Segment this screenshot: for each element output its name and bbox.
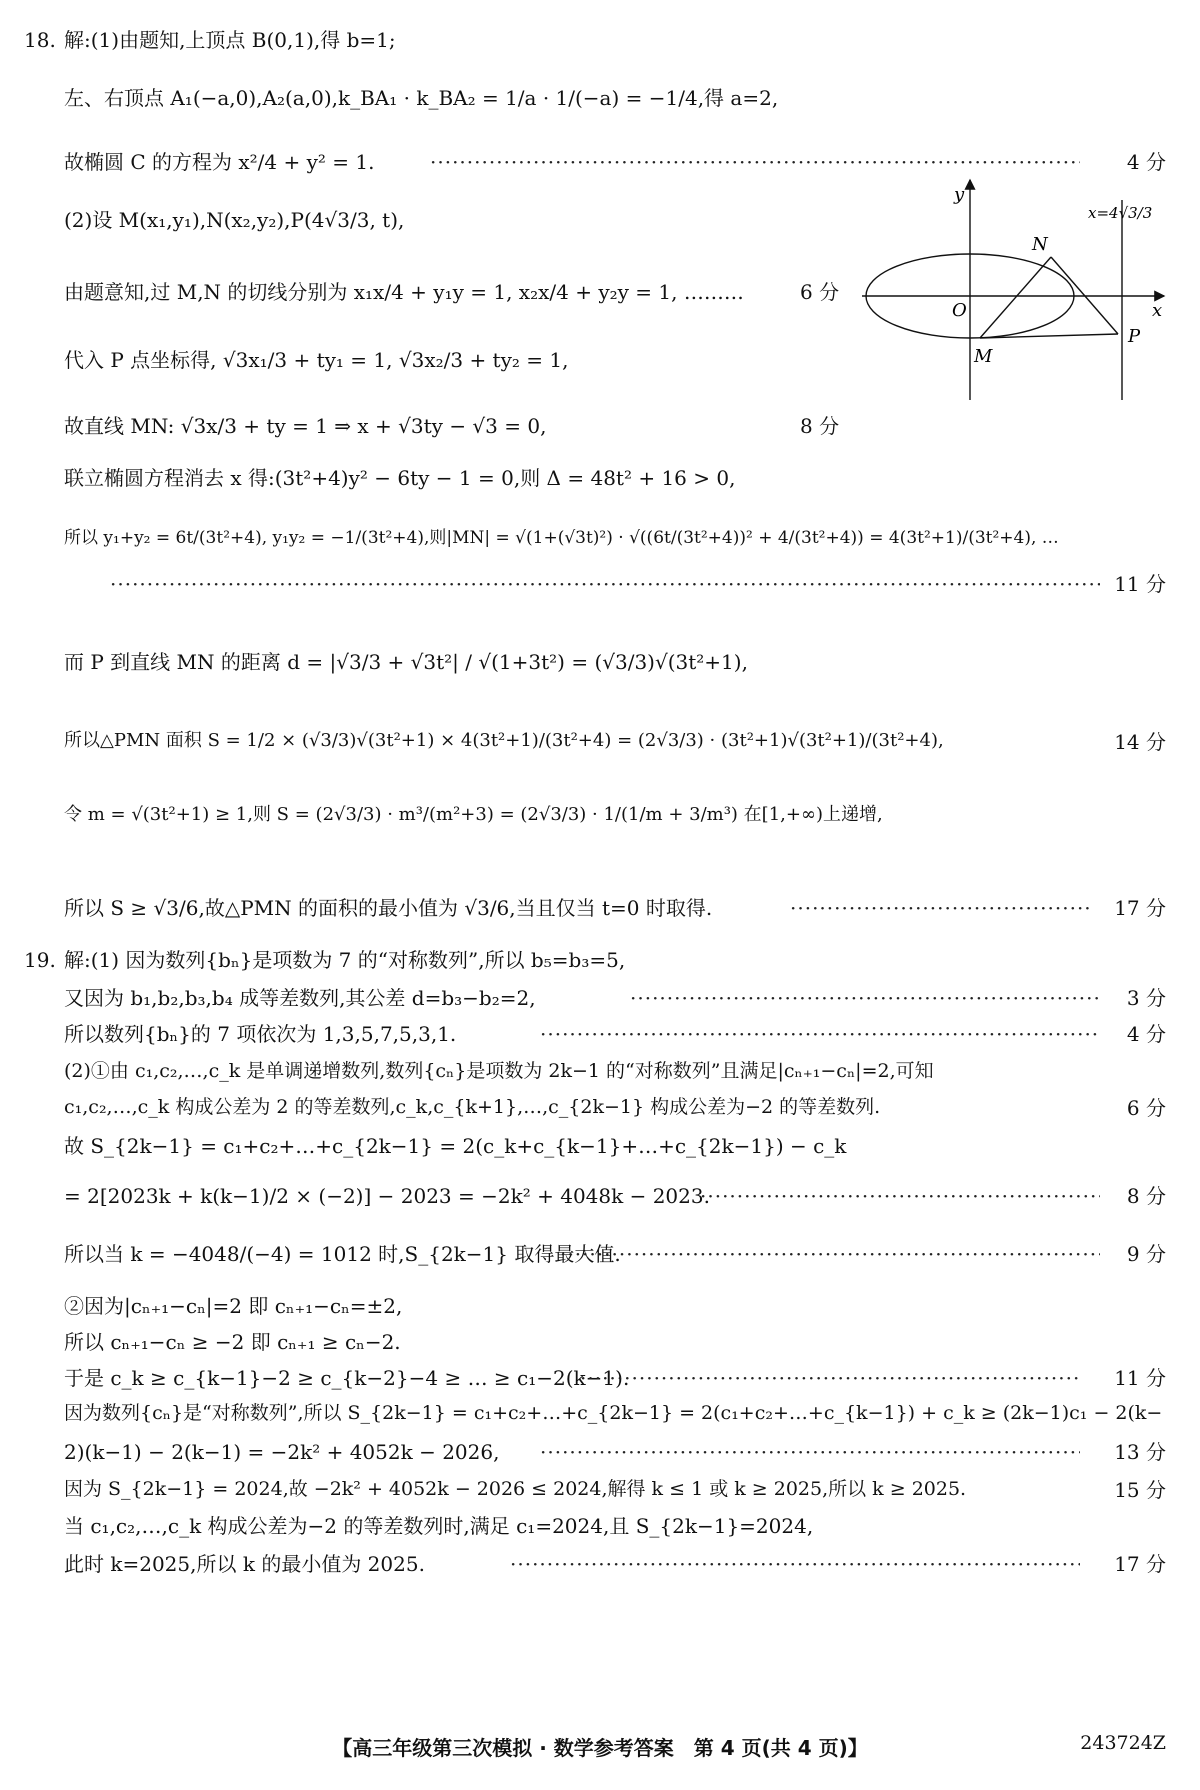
- dot-leader: [430, 150, 1080, 174]
- q18-line-11: 而 P 到直线 MN 的距离 d = |√3/3 + √3t²| / √(1+3t²) = (√3/3)√(3t²+1),: [64, 650, 748, 674]
- q18-line-8: 联立椭圆方程消去 x 得:(3t²+4)y² − 6ty − 1 = 0,则 Δ = 48t² + 16 > 0,: [64, 466, 736, 490]
- line-label: x=4√3/3: [1088, 204, 1153, 222]
- dot-leader: [700, 1184, 1100, 1208]
- q19-line-7: = 2[2023k + k(k−1)/2 × (−2)] − 2023 = −2k² + 4048k − 2023.: [64, 1184, 710, 1208]
- q19-number: 19.: [24, 948, 56, 972]
- dot-leader: [790, 896, 1090, 920]
- origin-label: O: [952, 300, 967, 321]
- q18-score-4: 4 分: [1126, 150, 1166, 174]
- q19-line-1: 解:(1) 因为数列{bₙ}是项数为 7 的“对称数列”,所以 b₅=b₃=5,: [64, 948, 626, 972]
- q19-score-4: 4 分: [1126, 1022, 1166, 1046]
- q18-line-6: 代入 P 点坐标得, √3x₁/3 + ty₁ = 1, √3x₂/3 + ty₂ = 1,: [64, 348, 569, 372]
- q18-line-2: 左、右顶点 A₁(−a,0),A₂(a,0),k_BA₁ · k_BA₂ = 1/a · 1/(−a) = −1/4,得 a=2,: [64, 86, 779, 110]
- dot-leader: [580, 1366, 1080, 1390]
- q19-score-3: 3 分: [1126, 986, 1166, 1010]
- document-code: 243724Z: [1080, 1732, 1166, 1754]
- dot-leader: [560, 1242, 1100, 1266]
- dot-leader: [510, 1552, 1080, 1576]
- point-m-label: M: [974, 346, 993, 367]
- q19-line-9: ②因为|cₙ₊₁−cₙ|=2 即 cₙ₊₁−cₙ=±2,: [64, 1294, 403, 1318]
- point-p-label: P: [1128, 326, 1141, 347]
- q19-score-11: 11 分: [1114, 1366, 1166, 1390]
- q19-line-14: 因为 S_{2k−1} = 2024,故 −2k² + 4052k − 2026 ≤ 2024,解得 k ≤ 1 或 k ≥ 2025,所以 k ≥ 2025.: [64, 1478, 967, 1500]
- q19-line-10: 所以 cₙ₊₁−cₙ ≥ −2 即 cₙ₊₁ ≥ cₙ−2.: [64, 1330, 401, 1354]
- q19-score-8: 8 分: [1126, 1184, 1166, 1208]
- dot-leader: [630, 986, 1100, 1010]
- q19-line-13: 2)(k−1) − 2(k−1) = −2k² + 4052k − 2026,: [64, 1440, 500, 1464]
- q18-score-14: 14 分: [1114, 730, 1166, 754]
- q18-number: 18.: [24, 28, 56, 52]
- q19-line-15: 当 c₁,c₂,…,c_k 构成公差为−2 的等差数列时,满足 c₁=2024,且 S_{2k−1}=2024,: [64, 1514, 814, 1538]
- q18-line-14: 所以 S ≥ √3/6,故△PMN 的面积的最小值为 √3/6,当且仅当 t=0 时取得.: [64, 896, 713, 920]
- chord-mn: [980, 257, 1051, 338]
- q18-score-11: 11 分: [1114, 572, 1166, 596]
- q19-line-8: 所以当 k = −4048/(−4) = 1012 时,S_{2k−1} 取得最大值.: [64, 1242, 621, 1266]
- ellipse-figure: [862, 178, 1168, 404]
- q18-line-12: 所以△PMN 面积 S = 1/2 × (√3/3)√(3t²+1) × 4(3t²+1)/(3t²+4) = (2√3/3) · (3t²+1)√(3t²+1)/(3t²+4),: [64, 730, 944, 751]
- q19-score-6: 6 分: [1126, 1096, 1166, 1120]
- page-footer: 【高三年级第三次模拟 · 数学参考答案 第 4 页(共 4 页)】: [332, 1736, 868, 1760]
- x-label: x: [1152, 300, 1163, 321]
- q18-line-3: 故椭圆 C 的方程为 x²/4 + y² = 1.: [64, 150, 375, 174]
- q19-score-13: 13 分: [1114, 1440, 1166, 1464]
- q18-line-9: 所以 y₁+y₂ = 6t/(3t²+4), y₁y₂ = −1/(3t²+4),则|MN| = √(1+(√3t)²) · √((6t/(3t²+4))² + 4/(3t²+4)) = 4(3t²+1)/(3t²+4), …: [64, 528, 1059, 548]
- q19-line-6: 故 S_{2k−1} = c₁+c₂+…+c_{2k−1} = 2(c_k+c_{k−1}+…+c_{2k−1}) − c_k: [64, 1134, 847, 1158]
- q19-score-15: 15 分: [1114, 1478, 1166, 1502]
- dot-leader: [540, 1440, 1080, 1464]
- q19-score-9: 9 分: [1126, 1242, 1166, 1266]
- q19-line-3: 所以数列{bₙ}的 7 项依次为 1,3,5,7,5,3,1.: [64, 1022, 457, 1046]
- q19-score-17: 17 分: [1114, 1552, 1166, 1576]
- q18-score-17: 17 分: [1114, 896, 1166, 920]
- point-n-label: N: [1032, 234, 1048, 255]
- q18-line-1: 解:(1)由题知,上顶点 B(0,1),得 b=1;: [64, 28, 396, 52]
- y-label: y: [954, 184, 965, 205]
- q19-line-4: (2)①由 c₁,c₂,…,c_k 是单调递增数列,数列{cₙ}是项数为 2k−1 的“对称数列”且满足|cₙ₊₁−cₙ|=2,可知: [64, 1060, 934, 1082]
- q19-line-2: 又因为 b₁,b₂,b₃,b₄ 成等差数列,其公差 d=b₃−b₂=2,: [64, 986, 536, 1010]
- q18-score-8: 8 分: [800, 414, 840, 438]
- q18-line-4: (2)设 M(x₁,y₁),N(x₂,y₂),P(4√3/3, t),: [64, 208, 405, 232]
- q18-line-13: 令 m = √(3t²+1) ≥ 1,则 S = (2√3/3) · m³/(m²+3) = (2√3/3) · 1/(1/m + 3/m³) 在[1,+∞)上递增,: [64, 804, 883, 825]
- q19-line-16: 此时 k=2025,所以 k 的最小值为 2025.: [64, 1552, 425, 1576]
- q18-line-7: 故直线 MN: √3x/3 + ty = 1 ⇒ x + √3ty − √3 = 0,: [64, 414, 547, 438]
- q18-line-5: 由题意知,过 M,N 的切线分别为 x₁x/4 + y₁y = 1, x₂x/4 + y₂y = 1, ………: [64, 280, 744, 304]
- q19-line-5: c₁,c₂,…,c_k 构成公差为 2 的等差数列,c_k,c_{k+1},…,c_{2k−1} 构成公差为−2 的等差数列.: [64, 1096, 881, 1118]
- dot-leader: [110, 572, 1100, 596]
- q19-line-11: 于是 c_k ≥ c_{k−1}−2 ≥ c_{k−2}−4 ≥ … ≥ c₁−2(k−1).: [64, 1366, 630, 1390]
- q19-line-12: 因为数列{cₙ}是“对称数列”,所以 S_{2k−1} = c₁+c₂+…+c_{2k−1} = 2(c₁+c₂+…+c_{k−1}) + c_k ≥ (2k−1)c₁ − 2(k−: [64, 1402, 1163, 1424]
- dot-leader: [540, 1022, 1100, 1046]
- q18-score-6: 6 分: [800, 280, 840, 304]
